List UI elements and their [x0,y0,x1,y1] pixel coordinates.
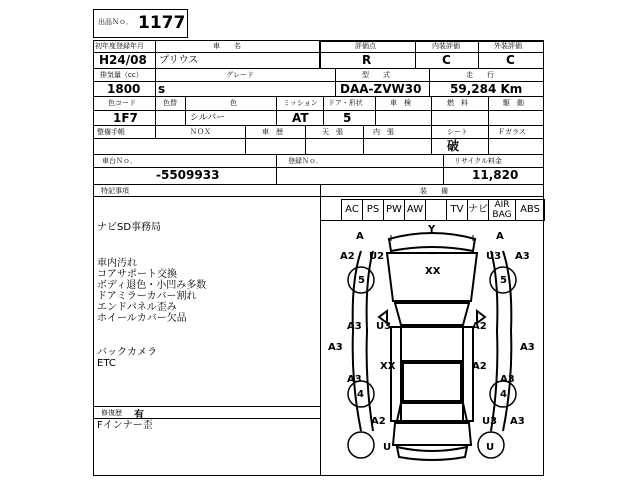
remarks-label: 特記事項 [101,187,129,195]
damage-mark: U3 [376,321,392,332]
damage-mark: U [486,442,495,453]
equipment-cell [425,199,447,221]
model-value: DAA-ZVW30 [340,82,422,96]
first-reg-value: H24/08 [99,53,147,67]
damage-mark: Y [428,224,436,235]
exterior-label: 外装評価 [494,42,522,50]
damage-mark: A2 [472,361,487,372]
remark-line: 車内汚れ [97,258,137,269]
history-label: 車 歴 [262,128,283,136]
damage-mark: A2 [371,416,386,427]
equipment-cell [404,199,426,221]
listing-number-label: 出品Ｎｏ． [98,18,133,26]
damage-mark: 4 [500,389,507,400]
chassis-no-value: -5509933 [156,168,220,182]
mission-label: ミッション [283,99,318,107]
grade-label: グレード [226,71,254,79]
nox-label: ＮＯＸ [190,128,211,136]
model-label: 型 式 [362,71,390,79]
car-name-label: 車 名 [213,42,241,50]
score-value: R [362,53,372,67]
glass-label: Ｆガラス [498,128,526,136]
equipment-cell [383,199,405,221]
equipment-item: AW [406,204,424,215]
equipment-cell [515,199,545,221]
equipment-item: ナビ [468,204,488,215]
damage-mark: A2 [340,251,355,262]
recycle-fee-value: 11,820 [472,168,519,182]
doors-value: 5 [343,111,352,125]
seat-label: シート [447,128,468,136]
damage-mark: A [356,231,364,242]
equipment-item: ABS [520,204,540,215]
chassis-no-label: 車台Ｎｏ． [102,157,137,165]
damage-mark: A3 [520,342,535,353]
maintenance-label: 整備手帳 [97,128,125,136]
equipment-item: AC [345,204,359,215]
equipment-cell [362,199,384,221]
equipment-item: AIR BAG [492,200,512,220]
interior-trim-label: 内 張 [373,128,394,136]
damage-mark: A [496,231,504,242]
remark-line: ナビSD事務局 [97,222,162,233]
damage-mark: U [383,442,392,453]
color-label: 色 [230,99,237,107]
damage-mark: U3 [482,416,498,427]
listing-number-box [93,9,188,38]
damage-mark: A3 [328,342,343,353]
remark-line: コアサポート交換 [97,269,177,280]
damage-mark: A3 [347,374,362,385]
sunroof-label: 天 張 [322,128,343,136]
damage-mark: A3 [515,251,530,262]
damage-mark: A3 [347,321,362,332]
remark-line: エンドパネル歪み [97,302,177,313]
displacement-value: 1800 [107,82,141,96]
damage-mark: XX [425,266,441,277]
exterior-value: C [506,53,515,67]
damage-mark: 5 [358,275,365,286]
damage-mark: A3 [500,374,515,385]
remark-line: ホイールカバー欠品 [97,313,187,324]
equipment-cell [488,199,516,221]
remark-line: ETC [97,358,116,369]
damage-mark: U2 [369,251,385,262]
remark-line: ドアミラーカバー割れ [97,291,197,302]
interior-value: C [442,53,451,67]
fuel-label: 燃 料 [447,99,468,107]
equipment-item: TV [450,204,464,215]
equipment-item: PW [386,204,402,215]
repair-history-label: 修復歴 [101,409,122,417]
interior-label: 内装評価 [432,42,460,50]
score-label: 評価点 [355,42,376,50]
inspection-label: 車 検 [390,99,411,107]
color-code-label: 色コード [108,99,136,107]
damage-mark: XX [380,361,396,372]
damage-mark: 5 [500,275,507,286]
mission-value: AT [292,111,309,125]
damage-mark: A2 [472,321,487,332]
damage-mark: U3 [486,251,502,262]
displacement-label: 排気量（cc） [100,71,143,79]
equipment-item: PS [366,204,380,215]
color-code-value: 1F7 [113,111,138,125]
equipment-cell [341,199,363,221]
equipment-cell [446,199,468,221]
repair-history-value: 有 [134,410,144,421]
damage-mark: A3 [510,416,525,427]
color-change-label: 色替 [163,99,177,107]
damage-mark: 4 [357,389,364,400]
remark-line: ボディ退色・小凹み多数 [97,280,207,291]
repair-note: Fインナー歪 [97,420,153,431]
mileage-label: 走 行 [466,71,494,79]
drive-label: 駆 動 [503,99,524,107]
equipment-label: 装 備 [420,187,448,195]
interior-trim-value: 破 [447,139,460,153]
doors-label: ドア・形状 [328,99,363,107]
listing-number-value: 1177 [138,13,186,33]
equipment-cell [467,199,489,221]
mileage-value: 59,284 Km [450,82,523,96]
reg-no-label: 登録Ｎｏ． [288,157,323,165]
car-name-value: プリウス [159,55,199,66]
remark-line: バックカメラ [97,347,157,358]
grade-value: s [158,82,166,96]
first-reg-label: 初年度登録年月 [95,42,144,50]
color-value: シルバー [190,113,226,123]
recycle-fee-label: リサイクル料金 [454,157,503,165]
